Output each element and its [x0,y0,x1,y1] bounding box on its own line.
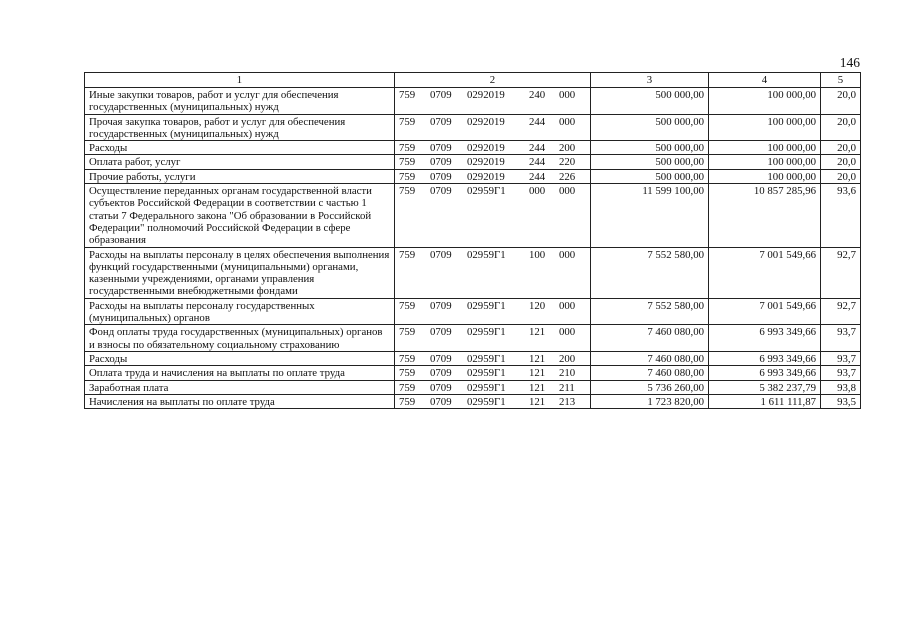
row-code [395,114,591,141]
row-name: Расходы [85,351,395,365]
executed-amount: 6 993 349,66 [709,325,821,352]
code-part: 000 [559,326,576,339]
code-part: 759 [399,352,416,365]
code-part: 02959Г1 [467,185,506,198]
execution-percent: 93,7 [821,366,861,380]
code-part: 240 [529,89,546,101]
code-part: 200 [559,142,576,155]
planned-amount: 7 552 580,00 [591,298,709,325]
planned-amount: 11 599 100,00 [591,184,709,247]
code-part: 121 [529,381,546,394]
row-code [395,366,591,380]
budget-classification-code [399,326,586,338]
row-code [395,155,591,169]
execution-percent: 20,0 [821,141,861,155]
execution-percent: 20,0 [821,88,861,115]
executed-amount: 100 000,00 [709,88,821,115]
code-part: 121 [529,367,546,380]
execution-percent: 20,0 [821,114,861,141]
table-row [85,394,861,408]
code-part: 000 [559,89,576,101]
column-header: 4 [709,73,821,88]
planned-amount: 7 460 080,00 [591,325,709,352]
planned-amount: 1 723 820,00 [591,394,709,408]
table-row [85,155,861,169]
code-part: 0292019 [467,156,505,169]
code-part: 244 [529,115,546,128]
execution-percent: 20,0 [821,169,861,183]
code-part: 0709 [430,395,452,408]
budget-classification-code [399,171,586,183]
column-header: 5 [821,73,861,88]
code-part: 0709 [430,326,452,339]
row-code [395,169,591,183]
table-row [85,247,861,298]
budget-classification-code [399,156,586,168]
table-row [85,114,861,141]
row-code [395,88,591,115]
row-code [395,351,591,365]
executed-amount: 6 993 349,66 [709,351,821,365]
code-part: 759 [399,156,416,169]
budget-classification-code [399,353,586,365]
budget-classification-code [399,300,586,312]
executed-amount: 1 611 111,87 [709,394,821,408]
code-part: 0709 [430,299,452,312]
row-name: Расходы на выплаты персоналу государственных (муниципальных) органов [85,298,395,325]
row-code [395,141,591,155]
budget-classification-code [399,249,586,261]
column-header: 1 [85,73,395,88]
code-part: 211 [559,381,575,394]
table-row [85,141,861,155]
code-part: 210 [559,367,576,380]
execution-percent: 20,0 [821,155,861,169]
code-part: 759 [399,185,416,198]
executed-amount: 6 993 349,66 [709,366,821,380]
code-part: 02959Г1 [467,395,506,408]
execution-percent: 93,6 [821,184,861,247]
code-part: 0709 [430,156,452,169]
row-code [395,298,591,325]
executed-amount: 100 000,00 [709,169,821,183]
page-number: 146 [839,55,860,70]
code-part: 0709 [430,185,452,198]
table-row [85,351,861,365]
row-name: Оплата труда и начисления на выплаты по оплате труда [85,366,395,380]
code-part: 200 [559,352,576,365]
table-row [85,184,861,247]
row-name: Иные закупки товаров, работ и услуг для обеспечения государственных (муниципальных) нужд [85,88,395,115]
code-part: 244 [529,142,546,155]
code-part: 000 [559,299,576,312]
code-part: 244 [529,156,546,169]
row-name: Расходы [85,141,395,155]
code-part: 759 [399,89,416,101]
execution-percent: 92,7 [821,298,861,325]
row-code [395,394,591,408]
code-part: 0709 [430,115,452,128]
code-part: 000 [559,185,576,198]
planned-amount: 500 000,00 [591,169,709,183]
code-part: 213 [559,395,576,408]
code-part: 000 [559,248,576,261]
code-part: 759 [399,170,416,183]
executed-amount: 7 001 549,66 [709,247,821,298]
code-part: 0292019 [467,115,505,128]
row-name: Прочие работы, услуги [85,169,395,183]
code-part: 759 [399,395,416,408]
code-part: 0709 [430,352,452,365]
code-part: 0709 [430,142,452,155]
execution-percent: 92,7 [821,247,861,298]
column-header: 3 [591,73,709,88]
row-name: Прочая закупка товаров, работ и услуг для обеспечения государственных (муниципальных) нужд [85,114,395,141]
code-part: 100 [529,248,546,261]
code-part: 0709 [430,381,452,394]
code-part: 000 [559,115,576,128]
code-part: 759 [399,381,416,394]
table-row [85,366,861,380]
planned-amount: 7 552 580,00 [591,247,709,298]
code-part: 02959Г1 [467,367,506,380]
code-part: 0292019 [467,170,505,183]
execution-percent: 93,5 [821,394,861,408]
row-name: Начисления на выплаты по оплате труда [85,394,395,408]
planned-amount: 7 460 080,00 [591,351,709,365]
executed-amount: 10 857 285,96 [709,184,821,247]
code-part: 759 [399,367,416,380]
code-part: 759 [399,299,416,312]
table-row [85,88,861,115]
executed-amount: 100 000,00 [709,141,821,155]
row-name: Осуществление переданных органам государственной власти субъектов Российской Федерации в соответствии с частью 1 статьи 7 Федерального закона "Об образовании в Российской Федерации" полномочий Российской Федерации в сфере образования [85,184,395,247]
executed-amount: 100 000,00 [709,155,821,169]
code-part: 220 [559,156,576,169]
code-part: 0292019 [467,142,505,155]
row-name: Расходы на выплаты персоналу в целях обеспечения выполнения функций государственными (муниципальными) органами, казенными учреждениями, органами управления государственными внебюджетными фондами [85,247,395,298]
budget-classification-code [399,142,586,154]
code-part: 759 [399,326,416,339]
execution-percent: 93,8 [821,380,861,394]
table-row [85,298,861,325]
executed-amount: 7 001 549,66 [709,298,821,325]
table-row [85,169,861,183]
code-part: 226 [559,170,576,183]
planned-amount: 500 000,00 [591,88,709,115]
execution-percent: 93,7 [821,325,861,352]
column-header: 2 [395,73,591,88]
planned-amount: 500 000,00 [591,141,709,155]
budget-classification-code [399,367,586,379]
code-part: 759 [399,248,416,261]
code-part: 121 [529,326,546,339]
budget-classification-code [399,89,586,101]
table-header-row [85,73,861,88]
code-part: 02959Г1 [467,326,506,339]
budget-classification-code [399,116,586,128]
code-part: 759 [399,142,416,155]
code-part: 02959Г1 [467,248,506,261]
row-name: Оплата работ, услуг [85,155,395,169]
budget-table [84,72,861,409]
row-name: Фонд оплаты труда государственных (муниципальных) органов и взносы по обязательному социальному страхованию [85,325,395,352]
budget-classification-code [399,396,586,408]
executed-amount: 5 382 237,79 [709,380,821,394]
code-part: 000 [529,185,546,198]
code-part: 759 [399,115,416,128]
table-row [85,380,861,394]
row-code [395,247,591,298]
row-name: Заработная плата [85,380,395,394]
code-part: 02959Г1 [467,381,506,394]
code-part: 02959Г1 [467,352,506,365]
code-part: 244 [529,170,546,183]
table-row [85,325,861,352]
code-part: 120 [529,299,546,312]
row-code [395,184,591,247]
row-code [395,325,591,352]
planned-amount: 5 736 260,00 [591,380,709,394]
row-code [395,380,591,394]
planned-amount: 500 000,00 [591,155,709,169]
budget-classification-code [399,185,586,197]
code-part: 0709 [430,248,452,261]
code-part: 02959Г1 [467,299,506,312]
code-part: 121 [529,395,546,408]
code-part: 0292019 [467,89,505,101]
executed-amount: 100 000,00 [709,114,821,141]
code-part: 121 [529,352,546,365]
execution-percent: 93,7 [821,351,861,365]
budget-classification-code [399,382,586,394]
code-part: 0709 [430,367,452,380]
planned-amount: 7 460 080,00 [591,366,709,380]
code-part: 0709 [430,170,452,183]
planned-amount: 500 000,00 [591,114,709,141]
code-part: 0709 [430,89,452,101]
